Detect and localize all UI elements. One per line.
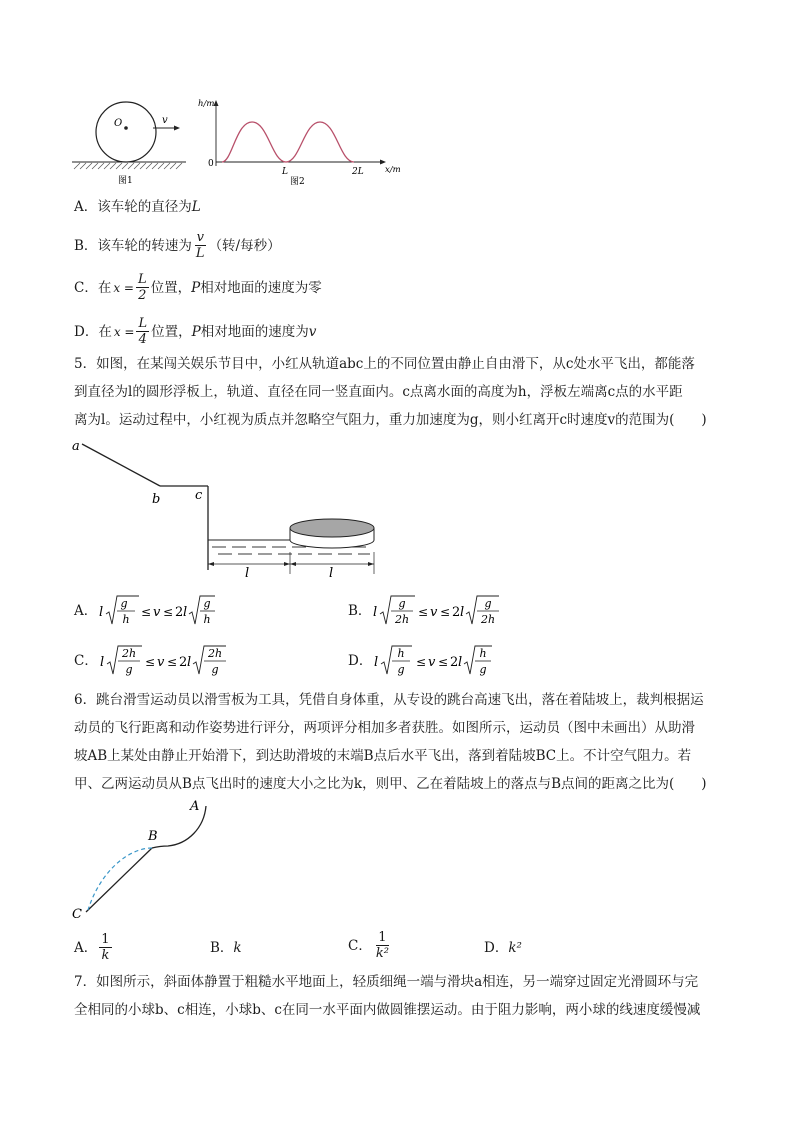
svg-text:v: v: [430, 605, 438, 620]
svg-text:2h: 2h: [481, 613, 496, 626]
q6-line-3: 坡AB上某处由静止开始滑下，到达助滑坡的末端B点后水平飞出，落到着陆坡BC上。不计空气阻力。若: [74, 748, 692, 764]
svg-text:≤: ≤: [418, 605, 429, 619]
svg-text:≤: ≤: [141, 605, 152, 619]
wheel-center-dot: [124, 126, 128, 130]
wheel-center-label: O: [114, 118, 123, 129]
q4-option-a: A．该车轮的直径为L: [74, 199, 201, 215]
svg-text:2: 2: [452, 605, 461, 620]
q4-option-c: C．在 x = $\frac{L}{2}$ 位置， P 相对地面的速度为零: [74, 272, 322, 303]
origin-label: 0: [208, 159, 214, 169]
tick-2L-label: 2L: [352, 167, 364, 177]
dist-l-label-1: l: [245, 566, 250, 581]
svg-text:l: l: [460, 605, 465, 620]
svg-text:≤: ≤: [144, 655, 155, 669]
q5-option-b: [348, 594, 501, 628]
svg-text:2: 2: [450, 655, 459, 670]
svg-text:2h: 2h: [395, 613, 410, 626]
q6-option-c: C． $\frac{1}{\text{k²}}$: [348, 930, 389, 961]
svg-text:g: g: [120, 597, 128, 610]
point-c-label: c: [195, 488, 203, 503]
q5-option-d-formula: [372, 644, 494, 678]
svg-text:g: g: [397, 663, 405, 676]
svg-text:l: l: [99, 655, 105, 670]
wheel-circle: [96, 102, 156, 162]
float-board-top: [290, 519, 374, 537]
svg-text:2: 2: [178, 655, 188, 670]
svg-text:≤: ≤: [416, 655, 427, 669]
q5-figure: [68, 434, 388, 584]
q6-line-2: 动员的飞行距离和动作姿势进行评分，两项评分相加多者获胜。如图所示，运动员（图中未画出）从助滑: [74, 720, 695, 736]
q6-line-4: 甲、乙两运动员从B点飞出时的速度大小之比为k，则甲、乙在着陆坡上的落点与B点间的距离之比为( ): [74, 776, 707, 792]
q7-line-1: 7．如图所示，斜面体静置于粗糙水平地面上，轻质细绳一端与滑块a相连，另一端穿过固定光滑圆环与完: [74, 974, 699, 990]
q5-option-a-label: A．: [74, 603, 98, 619]
svg-text:v: v: [156, 655, 165, 670]
svg-text:g: g: [479, 663, 487, 676]
tick-L-label: L: [282, 167, 288, 177]
q5-option-c-label: C．: [74, 653, 98, 669]
svg-text:≤: ≤: [166, 655, 177, 669]
svg-text:≤: ≤: [163, 605, 174, 619]
fig2-caption: 图2: [290, 177, 305, 187]
point-A-label: A: [190, 799, 200, 814]
fig1-wheel: [70, 98, 200, 188]
q5-option-b-label: B．: [348, 603, 372, 619]
svg-text:2h: 2h: [121, 647, 136, 660]
q5-option-a-formula: [97, 594, 217, 628]
y-axis-label: h/m: [198, 99, 215, 109]
fig1-caption: 图1: [118, 176, 133, 186]
q6-option-d: D．k²: [484, 940, 522, 956]
svg-text:g: g: [203, 597, 211, 610]
svg-text:2h: 2h: [207, 647, 222, 660]
svg-text:2: 2: [175, 605, 184, 620]
svg-text:h: h: [479, 647, 487, 660]
q5-line-3: 离为l。运动过程中，小红视为质点并忽略空气阻力，重力加速度为g，则小红离开c时速度v的范围为( ): [74, 412, 707, 428]
q5-option-b-formula: [371, 594, 501, 628]
q6-option-a: A． $\frac{1}{k}$: [74, 932, 110, 963]
svg-text:g: g: [125, 663, 133, 676]
q4-option-d: D．在 x = $\frac{L}{4}$ 位置， P 相对地面的速度为 v: [74, 316, 317, 347]
q5-line-1: 5．如图，在某闯关娱乐节目中，小红从轨道abc上的不同位置由静止自由滑下，从c处水平飞出，都能落: [74, 356, 695, 372]
landing-slope-BC: [86, 848, 152, 912]
q5-option-d: [348, 644, 494, 678]
svg-text:l: l: [374, 655, 379, 670]
q5-option-c: [74, 644, 228, 678]
svg-text:h: h: [397, 647, 405, 660]
q7-line-2: 全相同的小球b、c相连，小球b、c在同一水平面内做圆锥摆运动。由于阻力影响，两小球的线速度缓慢减: [74, 1002, 701, 1018]
point-C-label: C: [72, 907, 82, 922]
svg-text:v: v: [153, 605, 161, 620]
q6-stem: [74, 686, 724, 798]
svg-text:h: h: [122, 613, 130, 626]
point-a-label: a: [72, 439, 80, 454]
point-B-label: B: [148, 829, 158, 844]
svg-text:g: g: [211, 663, 219, 676]
fig2-height-graph: [192, 96, 412, 188]
svg-text:g: g: [398, 597, 406, 610]
svg-text:g: g: [484, 597, 492, 610]
svg-text:l: l: [373, 605, 378, 620]
q5-stem: [74, 350, 724, 434]
dist-l-label-2: l: [329, 566, 334, 581]
q5-option-a: [74, 594, 217, 628]
track-slope: [82, 444, 160, 486]
svg-text:≤: ≤: [440, 605, 451, 619]
svg-text:h: h: [203, 613, 211, 626]
q5-option-c-formula: [98, 644, 228, 678]
svg-text:v: v: [428, 655, 436, 670]
q5-line-2: 到直径为l的圆形浮板上，轨道、直径在同一竖直面内。c点离水面的高度为h，浮板左端离c点的水平距: [74, 384, 683, 400]
q4-option-b: B．该车轮的转速为 $\frac{v}{L}$ （转/每秒）: [74, 230, 281, 261]
q7-stem: [74, 968, 724, 1024]
q6-line-1: 6．跳台滑雪运动员以滑雪板为工具，凭借自身体重，从专设的跳台高速飞出，落在着陆坡上，裁判根据运: [74, 692, 704, 708]
svg-text:≤: ≤: [438, 655, 449, 669]
svg-text:l: l: [186, 655, 192, 670]
svg-text:l: l: [99, 605, 104, 620]
q6-option-b: B．k: [210, 940, 242, 956]
x-axis-label: x/m: [385, 165, 401, 175]
q6-ski-jump-figure: [68, 796, 228, 924]
svg-text:l: l: [458, 655, 463, 670]
svg-text:l: l: [183, 605, 188, 620]
height-curve: [222, 122, 354, 162]
q5-option-d-label: D．: [348, 653, 373, 669]
point-b-label: b: [152, 492, 161, 507]
velocity-label: v: [162, 115, 168, 126]
